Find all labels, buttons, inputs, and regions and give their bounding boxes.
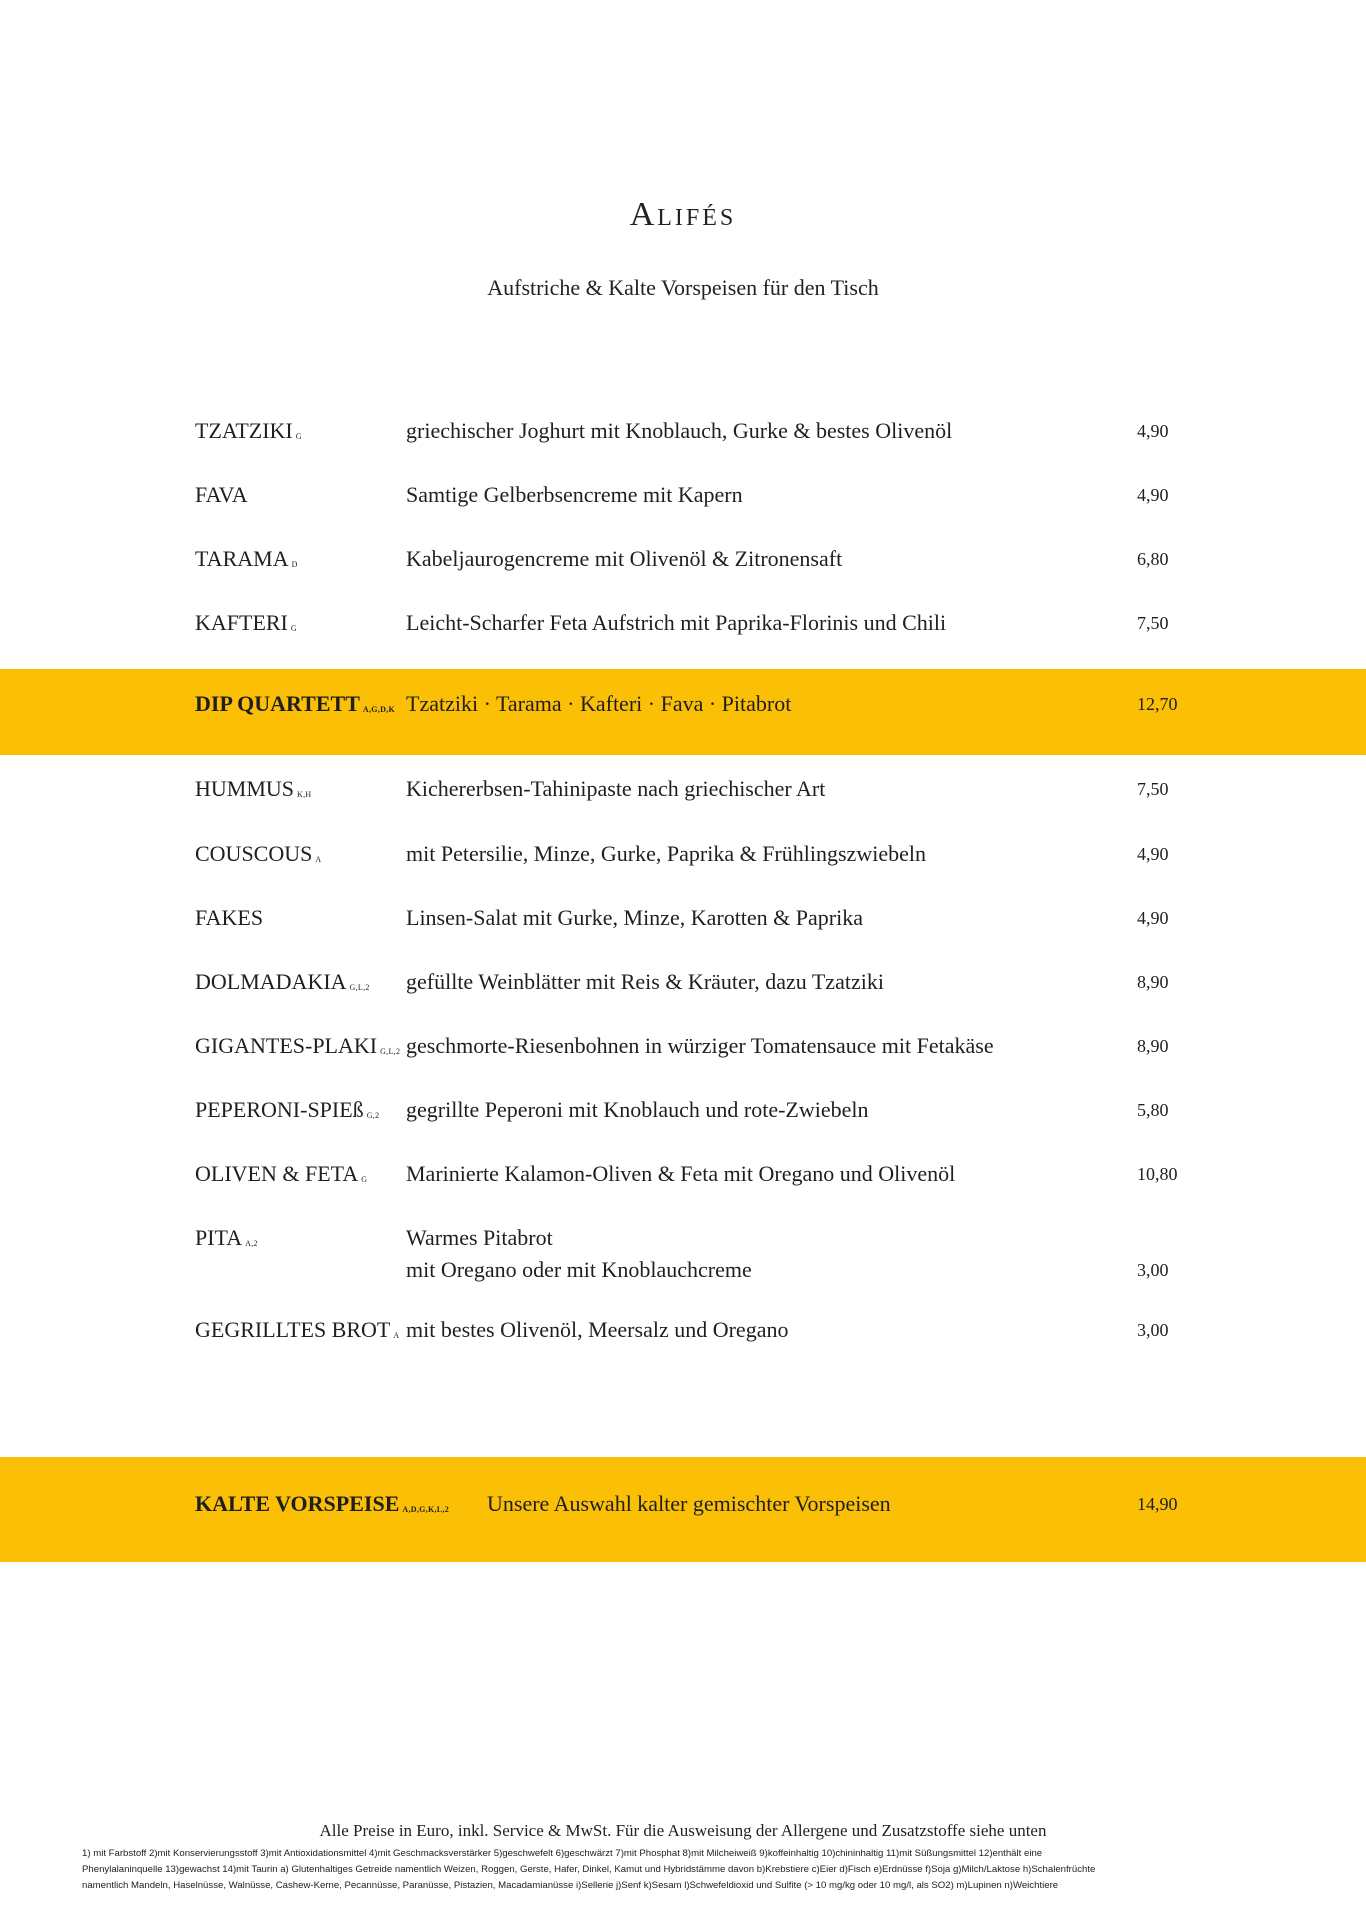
- item-name: GIGANTES-PLAKI G,L,2: [195, 1033, 401, 1058]
- list-item: [0, 610, 1366, 644]
- item-price: 5,80: [1137, 1100, 1169, 1120]
- highlight-band: [0, 669, 1366, 755]
- item-price: 10,80: [1137, 1164, 1178, 1184]
- list-item: [0, 1491, 1366, 1525]
- item-description: gefüllte Weinblätter mit Reis & Kräuter, dazu Tzatziki: [406, 969, 884, 994]
- list-item: [0, 1317, 1366, 1351]
- item-allergens: D: [291, 560, 298, 569]
- item-allergens: A,2: [245, 1239, 258, 1248]
- highlight-band: [0, 1457, 1366, 1562]
- item-price: 3,00: [1137, 1320, 1169, 1340]
- item-price: 7,50: [1137, 779, 1169, 799]
- item-allergens: G: [361, 1175, 368, 1184]
- list-item: [0, 418, 1366, 452]
- price-notice: Alle Preise in Euro, inkl. Service & MwSt. Für die Ausweisung der Allergene und Zusatzstoffe siehe unten: [319, 1821, 1047, 1840]
- item-name: GEGRILLTES BROT A: [195, 1317, 400, 1342]
- item-description: mit Petersilie, Minze, Gurke, Paprika & Frühlingszwiebeln: [406, 841, 926, 866]
- item-allergens: A,D,G,K,L,2: [402, 1505, 450, 1514]
- item-description: geschmorte-Riesenbohnen in würziger Tomatensauce mit Fetakäse: [406, 1033, 994, 1058]
- item-description: Samtige Gelberbsencreme mit Kapern: [406, 482, 743, 507]
- list-item: [0, 1033, 1366, 1067]
- list-item: [0, 776, 1366, 810]
- item-allergens: G,L,2: [380, 1047, 401, 1056]
- item-allergens: G,2: [366, 1111, 380, 1120]
- list-item: [0, 1097, 1366, 1131]
- allergen-legend-line: Phenylalaninquelle 13)gewachst 14)mit Taurin a) Glutenhaltiges Getreide namentlich Weizen, Roggen, Gerste, Hafer, Dinkel, Kamut und Hybridstämme davon b)Krebstiere c)Eier d)Fisch e)Erdnüsse f)Soja g)Milch/Laktose h)Schalenfrüchte: [82, 1864, 1096, 1875]
- list-item: [0, 969, 1366, 1003]
- item-price: 8,90: [1137, 1036, 1169, 1056]
- list-item: [0, 1161, 1366, 1195]
- item-name: DOLMADAKIA G,L,2: [195, 969, 370, 994]
- item-description: Warmes Pitabrot: [406, 1225, 553, 1250]
- list-item: [0, 691, 1366, 725]
- list-item: [0, 905, 1366, 939]
- item-name: PEPERONI-SPIEß G,2: [195, 1097, 380, 1122]
- item-price: 6,80: [1137, 549, 1169, 569]
- list-item: [0, 841, 1366, 875]
- item-description: Kichererbsen-Tahinipaste nach griechischer Art: [406, 776, 826, 801]
- item-description-line2: mit Oregano oder mit Knoblauchcreme: [406, 1257, 752, 1282]
- item-name: HUMMUS K,H: [195, 776, 312, 801]
- item-name: FAKES: [195, 905, 264, 930]
- item-description: Leicht-Scharfer Feta Aufstrich mit Paprika-Florinis und Chili: [406, 610, 947, 635]
- item-allergens: A,G,D,K: [362, 705, 395, 714]
- list-item: [0, 1225, 1366, 1295]
- item-description: Marinierte Kalamon-Oliven & Feta mit Oregano und Olivenöl: [406, 1161, 956, 1186]
- item-name: DIP QUARTETT A,G,D,K: [195, 691, 395, 716]
- item-price: 12,70: [1137, 694, 1178, 714]
- item-price: 3,00: [1137, 1260, 1169, 1280]
- item-name: KALTE VORSPEISE A,D,G,K,L,2: [195, 1491, 450, 1516]
- item-allergens: G: [290, 624, 297, 633]
- item-name: TARAMA D: [195, 546, 298, 571]
- item-price: 14,90: [1137, 1494, 1178, 1514]
- allergen-legend-line: 1) mit Farbstoff 2)mit Konservierungsstoff 3)mit Antioxidationsmittel 4)mit Geschmacksverstärker 5)geschwefelt 6)geschwärzt 7)mit Phosphat 8)mit Milcheiweiß 9)koffeinhaltig 10)chininhaltig 11)mit Süßungsmittel 12)enthält eine: [82, 1848, 1043, 1859]
- item-name: FAVA: [195, 482, 248, 507]
- item-description: Linsen-Salat mit Gurke, Minze, Karotten & Paprika: [406, 905, 863, 930]
- item-allergens: G,L,2: [349, 983, 370, 992]
- item-allergens: G: [295, 432, 302, 441]
- item-price: 4,90: [1137, 485, 1169, 505]
- item-name: TZATZIKI G: [195, 418, 302, 443]
- item-description: Tzatziki · Tarama · Kafteri · Fava · Pitabrot: [406, 691, 792, 716]
- item-name: PITA A,2: [195, 1225, 258, 1250]
- item-description: gegrillte Peperoni mit Knoblauch und rote-Zwiebeln: [406, 1097, 869, 1122]
- list-item: [0, 482, 1366, 516]
- item-price: 4,90: [1137, 421, 1169, 441]
- item-description: griechischer Joghurt mit Knoblauch, Gurke & bestes Olivenöl: [406, 418, 953, 443]
- item-name: KAFTERI G: [195, 610, 297, 635]
- menu-title: Alifés: [629, 196, 737, 233]
- item-price: 8,90: [1137, 972, 1169, 992]
- item-allergens: A: [315, 855, 322, 864]
- item-description: Unsere Auswahl kalter gemischter Vorspeisen: [487, 1491, 891, 1516]
- item-price: 4,90: [1137, 908, 1169, 928]
- menu-subtitle: Aufstriche & Kalte Vorspeisen für den Tisch: [487, 275, 879, 300]
- item-price: 4,90: [1137, 844, 1169, 864]
- item-allergens: K,H: [297, 790, 312, 799]
- item-price: 7,50: [1137, 613, 1169, 633]
- item-name: COUSCOUS A: [195, 841, 322, 866]
- item-description: Kabeljaurogencreme mit Olivenöl & Zitronensaft: [406, 546, 843, 571]
- list-item: [0, 546, 1366, 580]
- allergen-legend-line: namentlich Mandeln, Haselnüsse, Walnüsse, Cashew-Kerne, Pecannüsse, Paranüsse, Pistazien, Macadamianüsse i)Sellerie j)Senf k)Sesam l)Schwefeldioxid und Sulfite (> 10 mg/kg oder 10 mg/l, als SO2) m)Lupinen n)Weichtiere: [82, 1880, 1059, 1891]
- item-allergens: A: [393, 1331, 400, 1340]
- item-description: mit bestes Olivenöl, Meersalz und Oregano: [406, 1317, 789, 1342]
- item-name: OLIVEN & FETA G: [195, 1161, 368, 1186]
